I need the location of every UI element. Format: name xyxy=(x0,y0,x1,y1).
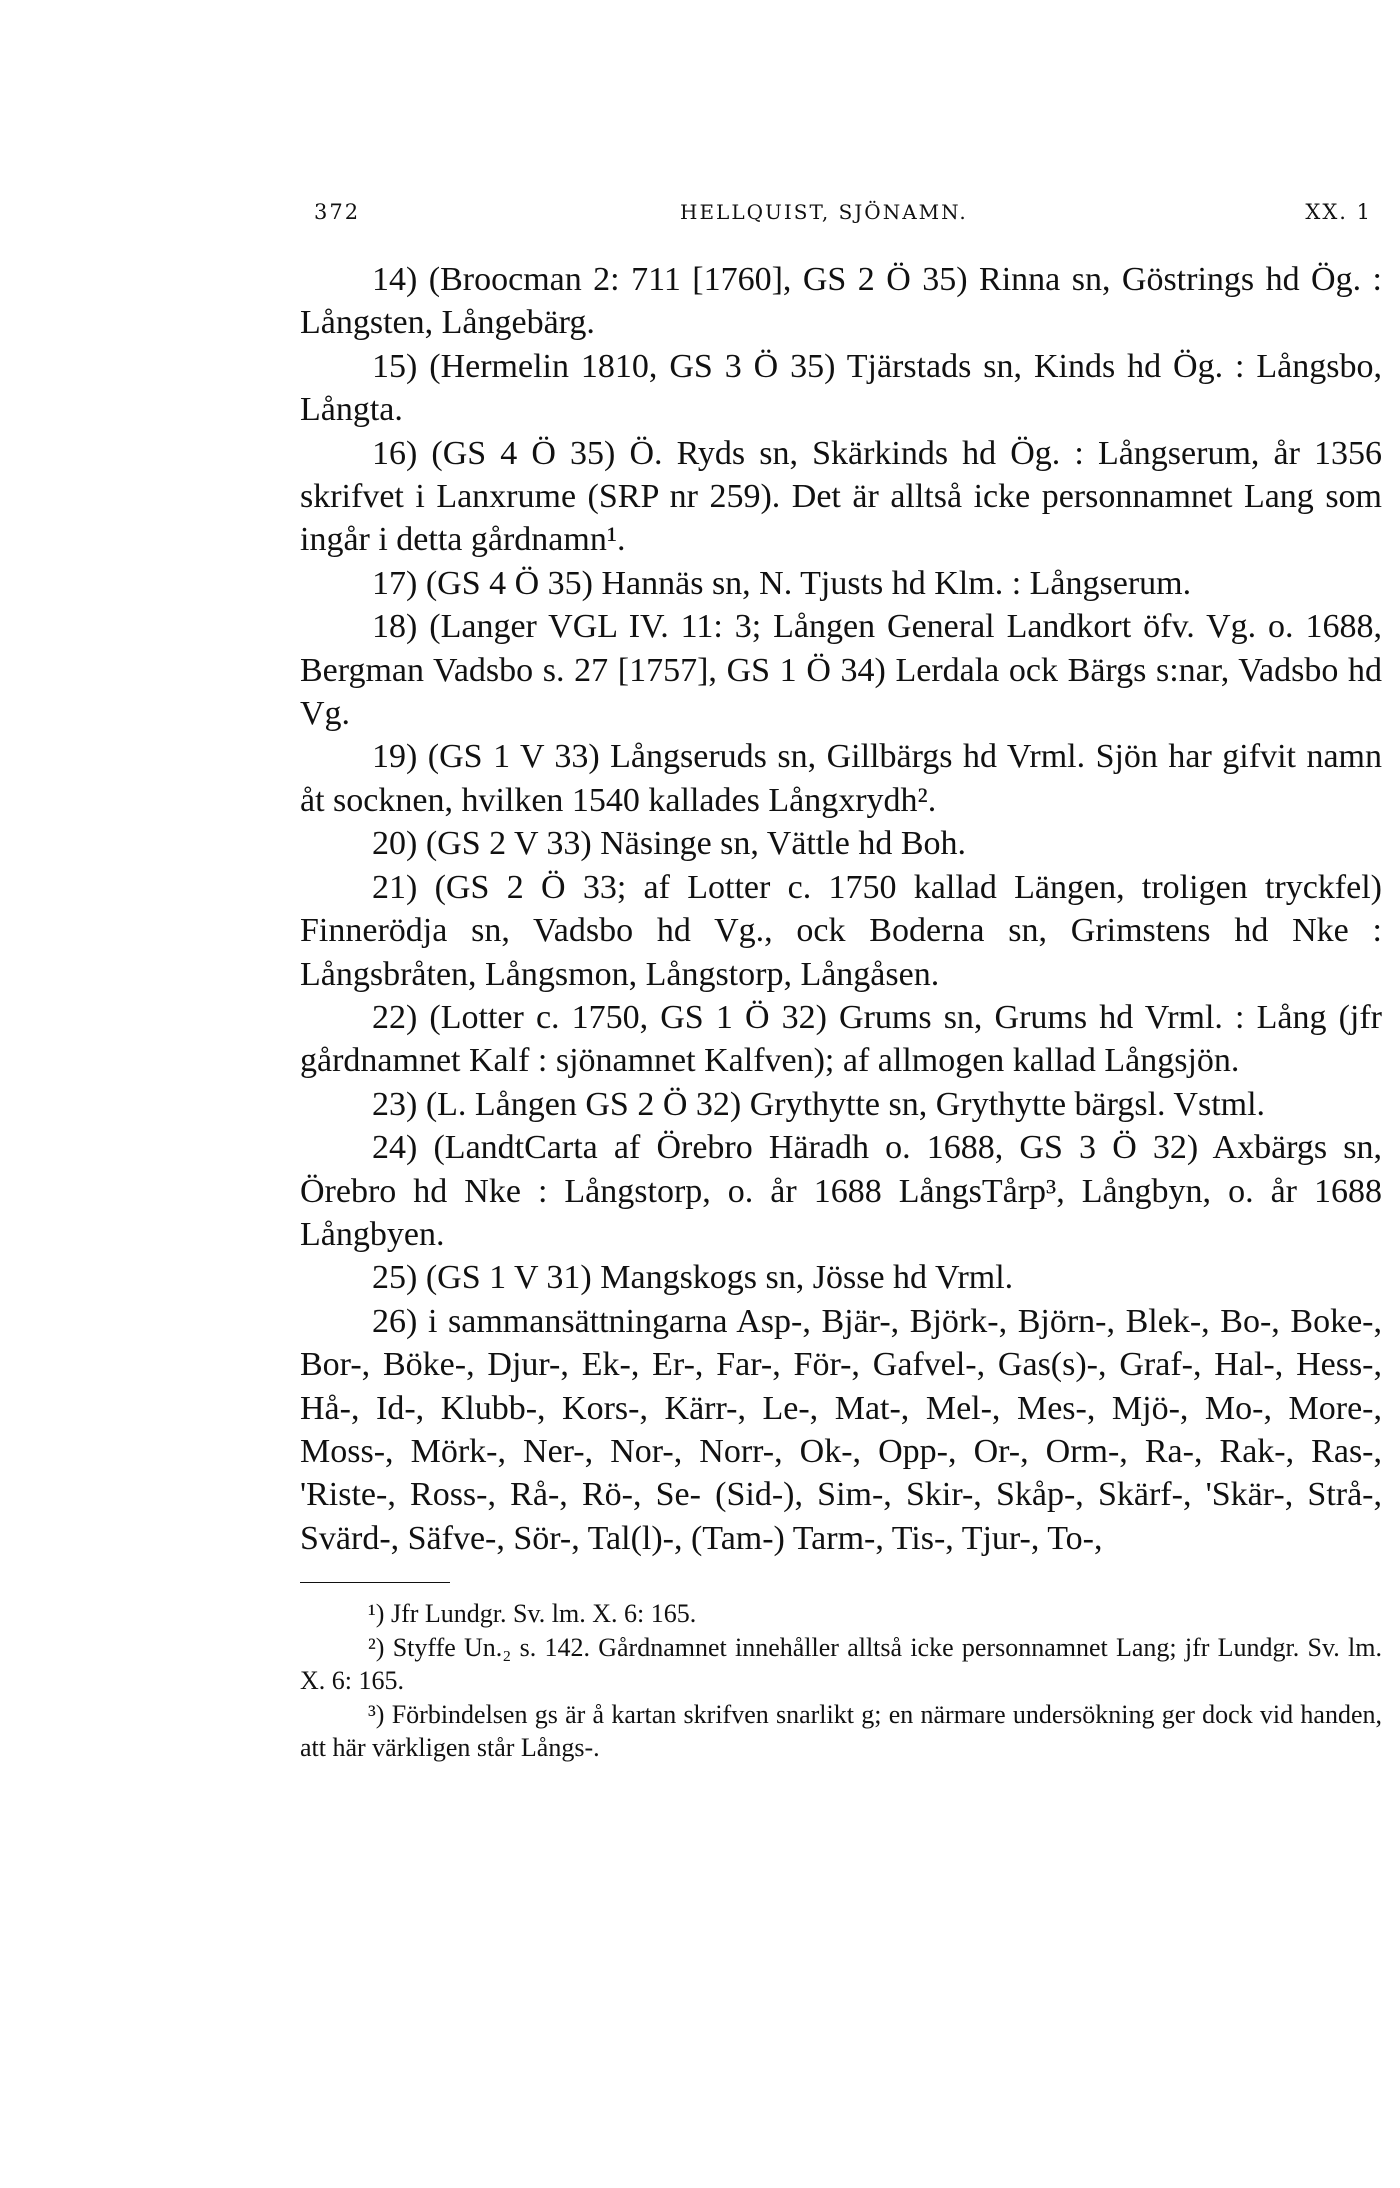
entry-22: 22) (Lotter c. 1750, GS 1 Ö 32) Grums sn, Grums hd Vrml. : Lång (jfr gårdnamnet Kalf : sjönamnet Kalfven); af allmogen kallad Långsjön. xyxy=(300,998,1382,1080)
page-number: 372 xyxy=(314,200,361,224)
entry-14: 14) (Broocman 2: 711 [1760], GS 2 Ö 35) Rinna sn, Göstrings hd Ög. : Långsten, Långebärg. xyxy=(300,261,1382,342)
running-title: HELLQUIST, SJÖNAMN. xyxy=(680,200,968,224)
footnotes xyxy=(300,1597,1382,1765)
entry-20: 20) (GS 2 V 33) Näsinge sn, Vättle hd Boh. xyxy=(372,825,967,863)
footnote-divider xyxy=(300,1582,450,1583)
page xyxy=(300,200,1382,1765)
entry-21: 21) (GS 2 Ö 33; af Lotter c. 1750 kallad Längen, troligen tryckfel) Finnerödja sn, Vadsbo hd Vg., ock Boderna sn, Grimstens hd Nke : Långsbråten, Långsmon, Långstorp, Långåsen. xyxy=(300,868,1382,993)
footnote-2: ²) Styffe Un.₂ s. 142. Gårdnamnet innehåller alltså icke personnamnet Lang; jfr Lundgr. Sv. lm. X. 6: 165. xyxy=(300,1632,1382,1696)
main-text xyxy=(300,258,1382,1560)
entry-23: 23) (L. Lången GS 2 Ö 32) Grythytte sn, Grythytte bärgsl. Vstml. xyxy=(372,1085,1266,1123)
footnote-1: ¹) Jfr Lundgr. Sv. lm. X. 6: 165. xyxy=(368,1599,697,1629)
entry-24: 24) (LandtCarta af Örebro Häradh o. 1688, GS 3 Ö 32) Axbärgs sn, Örebro hd Nke : Långstorp, o. år 1688 LångsTårp³, Långbyn, o. år 1688 Långbyen. xyxy=(300,1129,1382,1253)
footnote-3: ³) Förbindelsen gs är å kartan skrifven snarlikt g; en närmare undersökning ger dock vid handen, att här värkligen står Långs-. xyxy=(300,1699,1382,1763)
entry-18: 18) (Langer VGL IV. 11: 3; Lången General Landkort öfv. Vg. o. 1688, Bergman Vadsbo s. 27 [1757], GS 1 Ö 34) Lerdala ock Bärgs s:nar, Vadsbo hd Vg. xyxy=(300,608,1382,733)
running-head xyxy=(300,200,1382,240)
section-number: XX. 1 xyxy=(1305,200,1372,224)
entry-26: 26) i sammansättningarna Asp-, Bjär-, Björk-, Björn-, Blek-, Bo-, Boke-, Bor-, Böke-, Djur-, Ek-, Er-, Far-, För-, Gafvel-, Gas(s)-, Graf-, Hal-, Hess-, Hå-, Id-, Klubb-, Kors-, Kärr-, Le-, Mat-, Mel-, Mes-, Mjö-, Mo-, More-, Moss-, Mörk-, Ner-, Nor-, Norr-, Ok-, Opp-, Or-, Orm-, Ra-, Rak-, Ras-, 'Riste-, Ross-, Rå-, Rö-, Se- (Sid-), Sim-, Skir-, Skåp-, Skärf-, 'Skär-, Strå-, Svärd-, Säfve-, Sör-, Tal(l)-, (Tam-) Tarm-, Tis-, Tjur-, To-, xyxy=(300,1302,1382,1557)
entry-16: 16) (GS 4 Ö 35) Ö. Ryds sn, Skärkinds hd Ög. : Långserum, år 1356 skrifvet i Lanxrume (SRP nr 259). Det är alltså icke personnamnet Lang som ingår i detta gårdnamn¹. xyxy=(300,434,1382,559)
entry-15: 15) (Hermelin 1810, GS 3 Ö 35) Tjärstads sn, Kinds hd Ög. : Långsbo, Långta. xyxy=(300,347,1382,429)
entry-25: 25) (GS 1 V 31) Mangskogs sn, Jösse hd Vrml. xyxy=(372,1259,1014,1297)
entry-19: 19) (GS 1 V 33) Långseruds sn, Gillbärgs hd Vrml. Sjön har gifvit namn åt socknen, hvilken 1540 kallades Långxrydh². xyxy=(300,738,1382,819)
entry-17: 17) (GS 4 Ö 35) Hannäs sn, N. Tjusts hd Klm. : Långserum. xyxy=(372,564,1192,602)
